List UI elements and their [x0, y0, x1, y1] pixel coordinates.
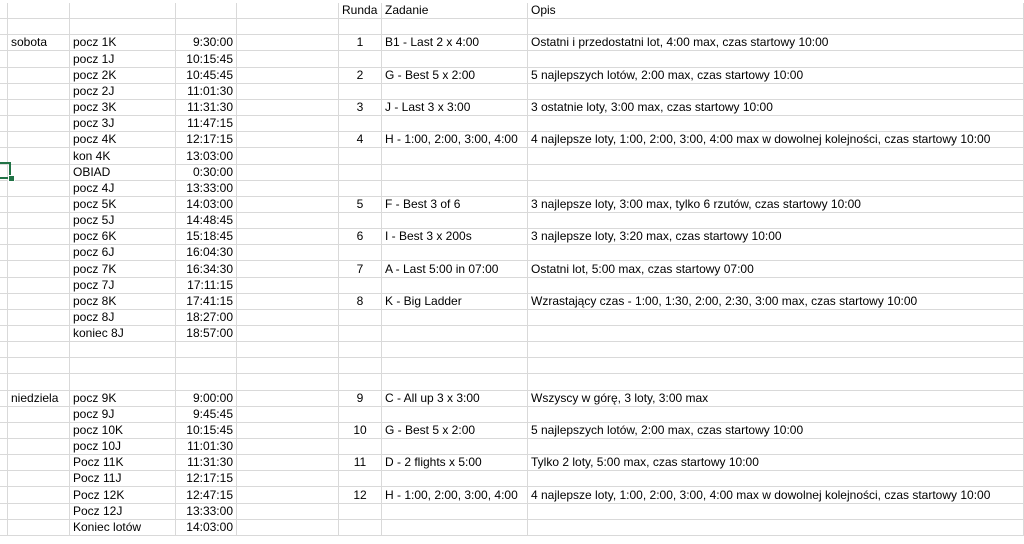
grid-cell[interactable]	[339, 19, 382, 35]
grid-cell[interactable]	[237, 213, 339, 229]
schedule-time[interactable]: 17:41:15	[176, 294, 237, 310]
grid-cell[interactable]	[0, 197, 8, 213]
grid-cell[interactable]	[0, 245, 8, 261]
grid-cell[interactable]	[339, 181, 382, 197]
schedule-label[interactable]: pocz 5K	[70, 197, 176, 213]
grid-cell[interactable]	[382, 148, 528, 165]
schedule-time[interactable]: 9:00:00	[176, 391, 237, 407]
grid-cell[interactable]	[237, 245, 339, 261]
grid-cell[interactable]	[8, 455, 70, 471]
round-task[interactable]: F - Best 3 of 6	[382, 197, 528, 213]
schedule-label[interactable]: pocz 3K	[70, 100, 176, 116]
grid-cell[interactable]	[382, 439, 528, 455]
grid-cell[interactable]	[8, 100, 70, 116]
schedule-time[interactable]: 18:57:00	[176, 326, 237, 342]
round-number[interactable]: 6	[339, 229, 382, 245]
round-description[interactable]: 5 najlepszych lotów, 2:00 max, czas startowy 10:00	[528, 68, 1024, 84]
grid-cell[interactable]	[176, 374, 237, 391]
round-task[interactable]: A - Last 5:00 in 07:00	[382, 261, 528, 278]
grid-cell[interactable]	[382, 165, 528, 181]
schedule-time[interactable]: 15:18:45	[176, 229, 237, 245]
schedule-time[interactable]: 18:27:00	[176, 310, 237, 326]
grid-cell[interactable]	[237, 148, 339, 165]
grid-cell[interactable]	[528, 19, 1024, 35]
grid-cell[interactable]	[382, 310, 528, 326]
schedule-label[interactable]: pocz 4J	[70, 181, 176, 197]
grid-cell[interactable]	[339, 407, 382, 423]
round-number[interactable]: 5	[339, 197, 382, 213]
schedule-time[interactable]: 14:03:00	[176, 520, 237, 536]
schedule-time[interactable]: 12:17:15	[176, 132, 237, 148]
round-task[interactable]: G - Best 5 x 2:00	[382, 423, 528, 439]
grid-cell[interactable]	[237, 84, 339, 100]
grid-cell[interactable]	[237, 51, 339, 68]
grid-cell[interactable]	[0, 3, 8, 19]
schedule-time[interactable]: 14:03:00	[176, 197, 237, 213]
grid-cell[interactable]	[382, 19, 528, 35]
grid-cell[interactable]	[8, 132, 70, 148]
grid-cell[interactable]	[528, 342, 1024, 358]
grid-cell[interactable]	[528, 84, 1024, 100]
grid-cell[interactable]	[8, 165, 70, 181]
schedule-label[interactable]: pocz 9K	[70, 391, 176, 407]
schedule-label[interactable]: Koniec lotów	[70, 520, 176, 536]
round-description[interactable]: Ostatni i przedostatni lot, 4:00 max, czas startowy 10:00	[528, 35, 1024, 51]
grid-cell[interactable]	[237, 487, 339, 504]
round-number[interactable]: 10	[339, 423, 382, 439]
grid-cell[interactable]	[528, 310, 1024, 326]
round-number[interactable]: 2	[339, 68, 382, 84]
grid-cell[interactable]	[0, 261, 8, 278]
grid-cell[interactable]	[0, 471, 8, 487]
grid-cell[interactable]	[8, 471, 70, 487]
grid-cell[interactable]	[382, 181, 528, 197]
grid-cell[interactable]	[237, 116, 339, 132]
grid-cell[interactable]	[339, 326, 382, 342]
grid-cell[interactable]	[528, 181, 1024, 197]
grid-cell[interactable]	[8, 439, 70, 455]
grid-cell[interactable]	[382, 471, 528, 487]
round-description[interactable]: Tylko 2 loty, 5:00 max, czas startowy 10:00	[528, 455, 1024, 471]
grid-cell[interactable]	[528, 326, 1024, 342]
grid-cell[interactable]	[0, 455, 8, 471]
schedule-time[interactable]: 11:47:15	[176, 116, 237, 132]
grid-cell[interactable]	[339, 439, 382, 455]
round-task[interactable]: D - 2 flights x 5:00	[382, 455, 528, 471]
schedule-label[interactable]: OBIAD	[70, 165, 176, 181]
schedule-label[interactable]: pocz 1J	[70, 51, 176, 68]
round-description[interactable]: 4 najlepsze loty, 1:00, 2:00, 3:00, 4:00 max w dowolnej kolejności, czas startowy 10:00	[528, 487, 1024, 504]
grid-cell[interactable]	[0, 504, 8, 520]
grid-cell[interactable]	[8, 326, 70, 342]
grid-cell[interactable]	[0, 100, 8, 116]
grid-cell[interactable]	[237, 374, 339, 391]
grid-cell[interactable]	[339, 520, 382, 536]
grid-cell[interactable]	[8, 213, 70, 229]
schedule-label[interactable]: pocz 10K	[70, 423, 176, 439]
grid-cell[interactable]	[70, 358, 176, 374]
grid-cell[interactable]	[339, 471, 382, 487]
grid-cell[interactable]	[382, 358, 528, 374]
schedule-label[interactable]: Pocz 12J	[70, 504, 176, 520]
grid-cell[interactable]	[8, 68, 70, 84]
schedule-label[interactable]: pocz 9J	[70, 407, 176, 423]
round-description[interactable]: 3 najlepsze loty, 3:20 max, czas startowy 10:00	[528, 229, 1024, 245]
grid-cell[interactable]	[0, 374, 8, 391]
grid-cell[interactable]	[70, 342, 176, 358]
grid-cell[interactable]	[339, 165, 382, 181]
grid-cell[interactable]	[382, 520, 528, 536]
round-description[interactable]: 5 najlepszych lotów, 2:00 max, czas startowy 10:00	[528, 423, 1024, 439]
schedule-time[interactable]: 11:31:30	[176, 100, 237, 116]
grid-cell[interactable]	[0, 423, 8, 439]
grid-cell[interactable]	[8, 504, 70, 520]
schedule-time[interactable]: 11:01:30	[176, 439, 237, 455]
round-task[interactable]: C - All up 3 x 3:00	[382, 391, 528, 407]
grid-cell[interactable]	[382, 213, 528, 229]
grid-cell[interactable]	[8, 116, 70, 132]
round-description[interactable]: Wzrastający czas - 1:00, 1:30, 2:00, 2:30, 3:00 max, czas startowy 10:00	[528, 294, 1024, 310]
grid-cell[interactable]	[339, 342, 382, 358]
grid-cell[interactable]	[528, 278, 1024, 294]
round-task[interactable]: I - Best 3 x 200s	[382, 229, 528, 245]
schedule-label[interactable]: pocz 10J	[70, 439, 176, 455]
grid-cell[interactable]	[8, 278, 70, 294]
schedule-label[interactable]: pocz 1K	[70, 35, 176, 51]
schedule-time[interactable]: 0:30:00	[176, 165, 237, 181]
grid-cell[interactable]	[237, 455, 339, 471]
schedule-time[interactable]: 16:04:30	[176, 245, 237, 261]
grid-cell[interactable]	[0, 51, 8, 68]
grid-cell[interactable]	[237, 342, 339, 358]
grid-cell[interactable]	[382, 278, 528, 294]
grid-cell[interactable]	[528, 407, 1024, 423]
grid-cell[interactable]	[237, 3, 339, 19]
grid-cell[interactable]	[237, 181, 339, 197]
grid-cell[interactable]	[0, 487, 8, 504]
grid-cell[interactable]	[237, 407, 339, 423]
grid-cell[interactable]	[382, 326, 528, 342]
grid-cell[interactable]	[8, 3, 70, 19]
grid-cell[interactable]	[237, 520, 339, 536]
grid-cell[interactable]	[0, 213, 8, 229]
grid-cell[interactable]	[176, 19, 237, 35]
schedule-time[interactable]: 9:45:45	[176, 407, 237, 423]
round-description[interactable]: 4 najlepsze loty, 1:00, 2:00, 3:00, 4:00 max w dowolnej kolejności, czas startowy 10:00	[528, 132, 1024, 148]
round-description[interactable]: 3 ostatnie loty, 3:00 max, czas startowy 10:00	[528, 100, 1024, 116]
grid-cell[interactable]	[8, 423, 70, 439]
round-task[interactable]: K - Big Ladder	[382, 294, 528, 310]
grid-cell[interactable]	[339, 374, 382, 391]
grid-cell[interactable]	[382, 504, 528, 520]
grid-cell[interactable]	[528, 245, 1024, 261]
grid-cell[interactable]	[382, 407, 528, 423]
schedule-time[interactable]: 14:48:45	[176, 213, 237, 229]
grid-cell[interactable]	[0, 181, 8, 197]
schedule-time[interactable]: 10:15:45	[176, 51, 237, 68]
round-number[interactable]: 1	[339, 35, 382, 51]
schedule-label[interactable]: Pocz 11J	[70, 471, 176, 487]
grid-cell[interactable]	[237, 326, 339, 342]
schedule-time[interactable]: 12:47:15	[176, 487, 237, 504]
schedule-label[interactable]: pocz 7J	[70, 278, 176, 294]
grid-cell[interactable]	[237, 261, 339, 278]
grid-cell[interactable]	[339, 84, 382, 100]
grid-cell[interactable]	[0, 19, 8, 35]
grid-cell[interactable]	[70, 3, 176, 19]
grid-cell[interactable]	[339, 245, 382, 261]
grid-cell[interactable]	[0, 391, 8, 407]
grid-cell[interactable]	[8, 407, 70, 423]
schedule-label[interactable]: kon 4K	[70, 148, 176, 165]
grid-cell[interactable]	[8, 520, 70, 536]
schedule-label[interactable]: pocz 2K	[70, 68, 176, 84]
schedule-time[interactable]: 11:31:30	[176, 455, 237, 471]
grid-cell[interactable]	[8, 245, 70, 261]
grid-cell[interactable]	[176, 358, 237, 374]
grid-cell[interactable]	[0, 68, 8, 84]
grid-cell[interactable]	[237, 132, 339, 148]
grid-cell[interactable]	[528, 51, 1024, 68]
schedule-time[interactable]: 10:15:45	[176, 423, 237, 439]
grid-cell[interactable]	[339, 504, 382, 520]
grid-cell[interactable]	[70, 19, 176, 35]
schedule-time[interactable]: 9:30:00	[176, 35, 237, 51]
grid-cell[interactable]	[237, 68, 339, 84]
grid-cell[interactable]	[237, 439, 339, 455]
round-number[interactable]: 9	[339, 391, 382, 407]
day-label-niedziela[interactable]: niedziela	[8, 391, 70, 407]
schedule-label[interactable]: pocz 2J	[70, 84, 176, 100]
round-description[interactable]: Wszyscy w górę, 3 loty, 3:00 max	[528, 391, 1024, 407]
grid-cell[interactable]	[8, 358, 70, 374]
schedule-time[interactable]: 16:34:30	[176, 261, 237, 278]
grid-cell[interactable]	[237, 471, 339, 487]
grid-cell[interactable]	[8, 181, 70, 197]
schedule-label[interactable]: pocz 7K	[70, 261, 176, 278]
schedule-label[interactable]: pocz 3J	[70, 116, 176, 132]
grid-cell[interactable]	[339, 51, 382, 68]
grid-cell[interactable]	[0, 342, 8, 358]
grid-cell[interactable]	[528, 116, 1024, 132]
grid-cell[interactable]	[237, 19, 339, 35]
header-opis[interactable]: Opis	[528, 3, 1024, 19]
schedule-label[interactable]: pocz 8K	[70, 294, 176, 310]
grid-cell[interactable]	[339, 116, 382, 132]
grid-cell[interactable]	[237, 278, 339, 294]
grid-cell[interactable]	[339, 358, 382, 374]
grid-cell[interactable]	[8, 51, 70, 68]
grid-cell[interactable]	[0, 132, 8, 148]
grid-cell[interactable]	[528, 374, 1024, 391]
round-task[interactable]: H - 1:00, 2:00, 3:00, 4:00	[382, 132, 528, 148]
schedule-time[interactable]: 10:45:45	[176, 68, 237, 84]
grid-cell[interactable]	[382, 116, 528, 132]
round-description[interactable]: Ostatni lot, 5:00 max, czas startowy 07:00	[528, 261, 1024, 278]
grid-cell[interactable]	[8, 197, 70, 213]
fill-handle[interactable]	[8, 175, 15, 182]
round-task[interactable]: H - 1:00, 2:00, 3:00, 4:00	[382, 487, 528, 504]
grid-cell[interactable]	[382, 342, 528, 358]
grid-cell[interactable]	[528, 471, 1024, 487]
round-number[interactable]: 8	[339, 294, 382, 310]
grid-cell[interactable]	[8, 19, 70, 35]
schedule-time[interactable]: 17:11:15	[176, 278, 237, 294]
grid-cell[interactable]	[70, 374, 176, 391]
grid-cell[interactable]	[8, 148, 70, 165]
grid-cell[interactable]	[0, 439, 8, 455]
header-runda[interactable]: Runda	[339, 3, 382, 19]
schedule-label[interactable]: Pocz 12K	[70, 487, 176, 504]
grid-cell[interactable]	[382, 245, 528, 261]
grid-cell[interactable]	[339, 148, 382, 165]
grid-cell[interactable]	[237, 504, 339, 520]
round-task[interactable]: G - Best 5 x 2:00	[382, 68, 528, 84]
grid-cell[interactable]	[237, 310, 339, 326]
grid-cell[interactable]	[0, 407, 8, 423]
schedule-label[interactable]: pocz 4K	[70, 132, 176, 148]
grid-cell[interactable]	[0, 294, 8, 310]
grid-cell[interactable]	[237, 35, 339, 51]
grid-cell[interactable]	[8, 84, 70, 100]
schedule-time[interactable]: 13:03:00	[176, 148, 237, 165]
grid-cell[interactable]	[0, 116, 8, 132]
header-zadanie[interactable]: Zadanie	[382, 3, 528, 19]
grid-cell[interactable]	[237, 294, 339, 310]
round-task[interactable]: J - Last 3 x 3:00	[382, 100, 528, 116]
grid-cell[interactable]	[237, 197, 339, 213]
schedule-time[interactable]: 13:33:00	[176, 504, 237, 520]
grid-cell[interactable]	[528, 165, 1024, 181]
grid-cell[interactable]	[0, 310, 8, 326]
schedule-label[interactable]: pocz 6J	[70, 245, 176, 261]
round-number[interactable]: 12	[339, 487, 382, 504]
grid-cell[interactable]	[0, 326, 8, 342]
round-task[interactable]: B1 - Last 2 x 4:00	[382, 35, 528, 51]
grid-cell[interactable]	[8, 229, 70, 245]
grid-cell[interactable]	[176, 342, 237, 358]
grid-cell[interactable]	[339, 213, 382, 229]
grid-cell[interactable]	[382, 374, 528, 391]
grid-cell[interactable]	[0, 278, 8, 294]
round-number[interactable]: 3	[339, 100, 382, 116]
grid-cell[interactable]	[176, 3, 237, 19]
grid-cell[interactable]	[0, 84, 8, 100]
day-label-sobota[interactable]: sobota	[8, 35, 70, 51]
schedule-label[interactable]: pocz 5J	[70, 213, 176, 229]
grid-cell[interactable]	[237, 358, 339, 374]
grid-cell[interactable]	[528, 358, 1024, 374]
grid-cell[interactable]	[382, 84, 528, 100]
grid-cell[interactable]	[528, 504, 1024, 520]
grid-cell[interactable]	[237, 229, 339, 245]
grid-cell[interactable]	[339, 310, 382, 326]
schedule-label[interactable]: pocz 8J	[70, 310, 176, 326]
schedule-time[interactable]: 13:33:00	[176, 181, 237, 197]
schedule-label[interactable]: Pocz 11K	[70, 455, 176, 471]
grid-cell[interactable]	[8, 374, 70, 391]
grid-cell[interactable]	[8, 487, 70, 504]
grid-cell[interactable]	[237, 165, 339, 181]
grid-cell[interactable]	[8, 342, 70, 358]
schedule-time[interactable]: 12:17:15	[176, 471, 237, 487]
grid-cell[interactable]	[528, 148, 1024, 165]
schedule-time[interactable]: 11:01:30	[176, 84, 237, 100]
grid-cell[interactable]	[237, 100, 339, 116]
grid-cell[interactable]	[8, 261, 70, 278]
grid-cell[interactable]	[0, 229, 8, 245]
grid-cell[interactable]	[382, 51, 528, 68]
schedule-label[interactable]: koniec 8J	[70, 326, 176, 342]
grid-cell[interactable]	[8, 294, 70, 310]
grid-cell[interactable]	[528, 520, 1024, 536]
schedule-label[interactable]: pocz 6K	[70, 229, 176, 245]
grid-cell[interactable]	[237, 423, 339, 439]
round-description[interactable]: 3 najlepsze loty, 3:00 max, tylko 6 rzutów, czas startowy 10:00	[528, 197, 1024, 213]
grid-cell[interactable]	[528, 439, 1024, 455]
grid-cell[interactable]	[339, 278, 382, 294]
grid-cell[interactable]	[0, 35, 8, 51]
round-number[interactable]: 4	[339, 132, 382, 148]
grid-cell[interactable]	[0, 520, 8, 536]
grid-cell[interactable]	[8, 310, 70, 326]
round-number[interactable]: 7	[339, 261, 382, 278]
grid-cell[interactable]	[0, 358, 8, 374]
round-number[interactable]: 11	[339, 455, 382, 471]
grid-cell[interactable]	[237, 391, 339, 407]
grid-cell[interactable]	[528, 213, 1024, 229]
